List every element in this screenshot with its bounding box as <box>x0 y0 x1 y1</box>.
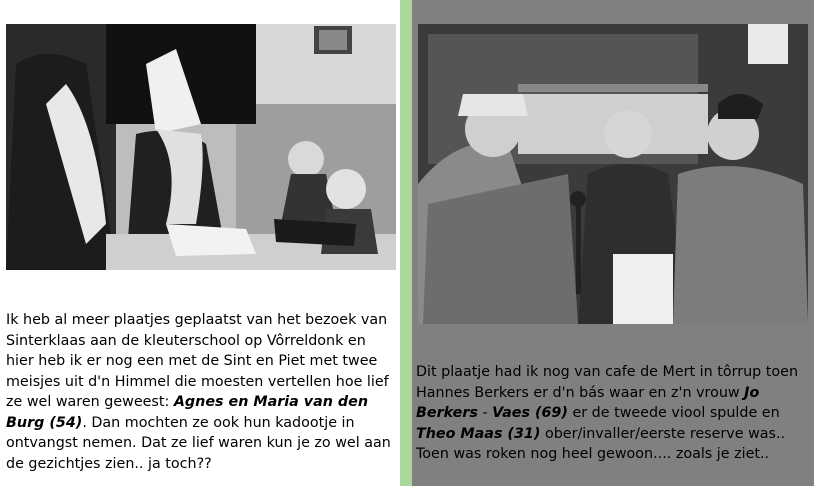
right-caption-name-1: Jo Berkers <box>416 384 760 421</box>
sinterklaas-photo <box>6 24 396 270</box>
right-caption-text-3: ober/invaller/eerste reserve was.. Toen was roken nog heel gewoon.... zoals je ziet.. <box>416 425 786 462</box>
right-caption-text-1: Dit plaatje had ik nog van cafe de Mert in tôrrup toen Hannes Berkers er d'n bás waar en z'n vrouw <box>416 364 799 401</box>
left-panel <box>0 0 400 486</box>
cafe-photo <box>418 24 808 324</box>
right-caption-separator: - <box>477 405 493 421</box>
panel-divider <box>400 0 412 486</box>
right-panel <box>412 0 814 486</box>
left-caption <box>6 310 398 474</box>
left-caption-names: Agnes en Maria van den Burg (54) <box>6 394 369 431</box>
right-caption-text-2: er de tweede viool spulde en <box>567 405 780 421</box>
right-caption-name-3: Theo Maas (31) <box>416 425 541 442</box>
left-caption-text-1: Ik heb al meer plaatjes geplaatst van het bezoek van Sinterklaas aan de kleuterschool op Vôrreldonk en hier heb ik er nog een met de Sint en Piet met twee meisjes uit d'n Himmel die moesten vertellen hoe lief ze wel waren geweest: <box>6 312 389 410</box>
right-caption <box>416 362 812 465</box>
photo-sinterklaas-kleuterschool-icon <box>6 24 396 270</box>
right-caption-name-2: Vaes (69) <box>492 405 568 421</box>
left-caption-text-2: . Dan mochten ze ook hun kadootje in ontvangst nemen. Dat ze lief waren kun je zo wel aan de gezichtjes zien.. ja toch?? <box>6 414 391 472</box>
photo-cafe-de-mert-icon <box>418 24 808 324</box>
